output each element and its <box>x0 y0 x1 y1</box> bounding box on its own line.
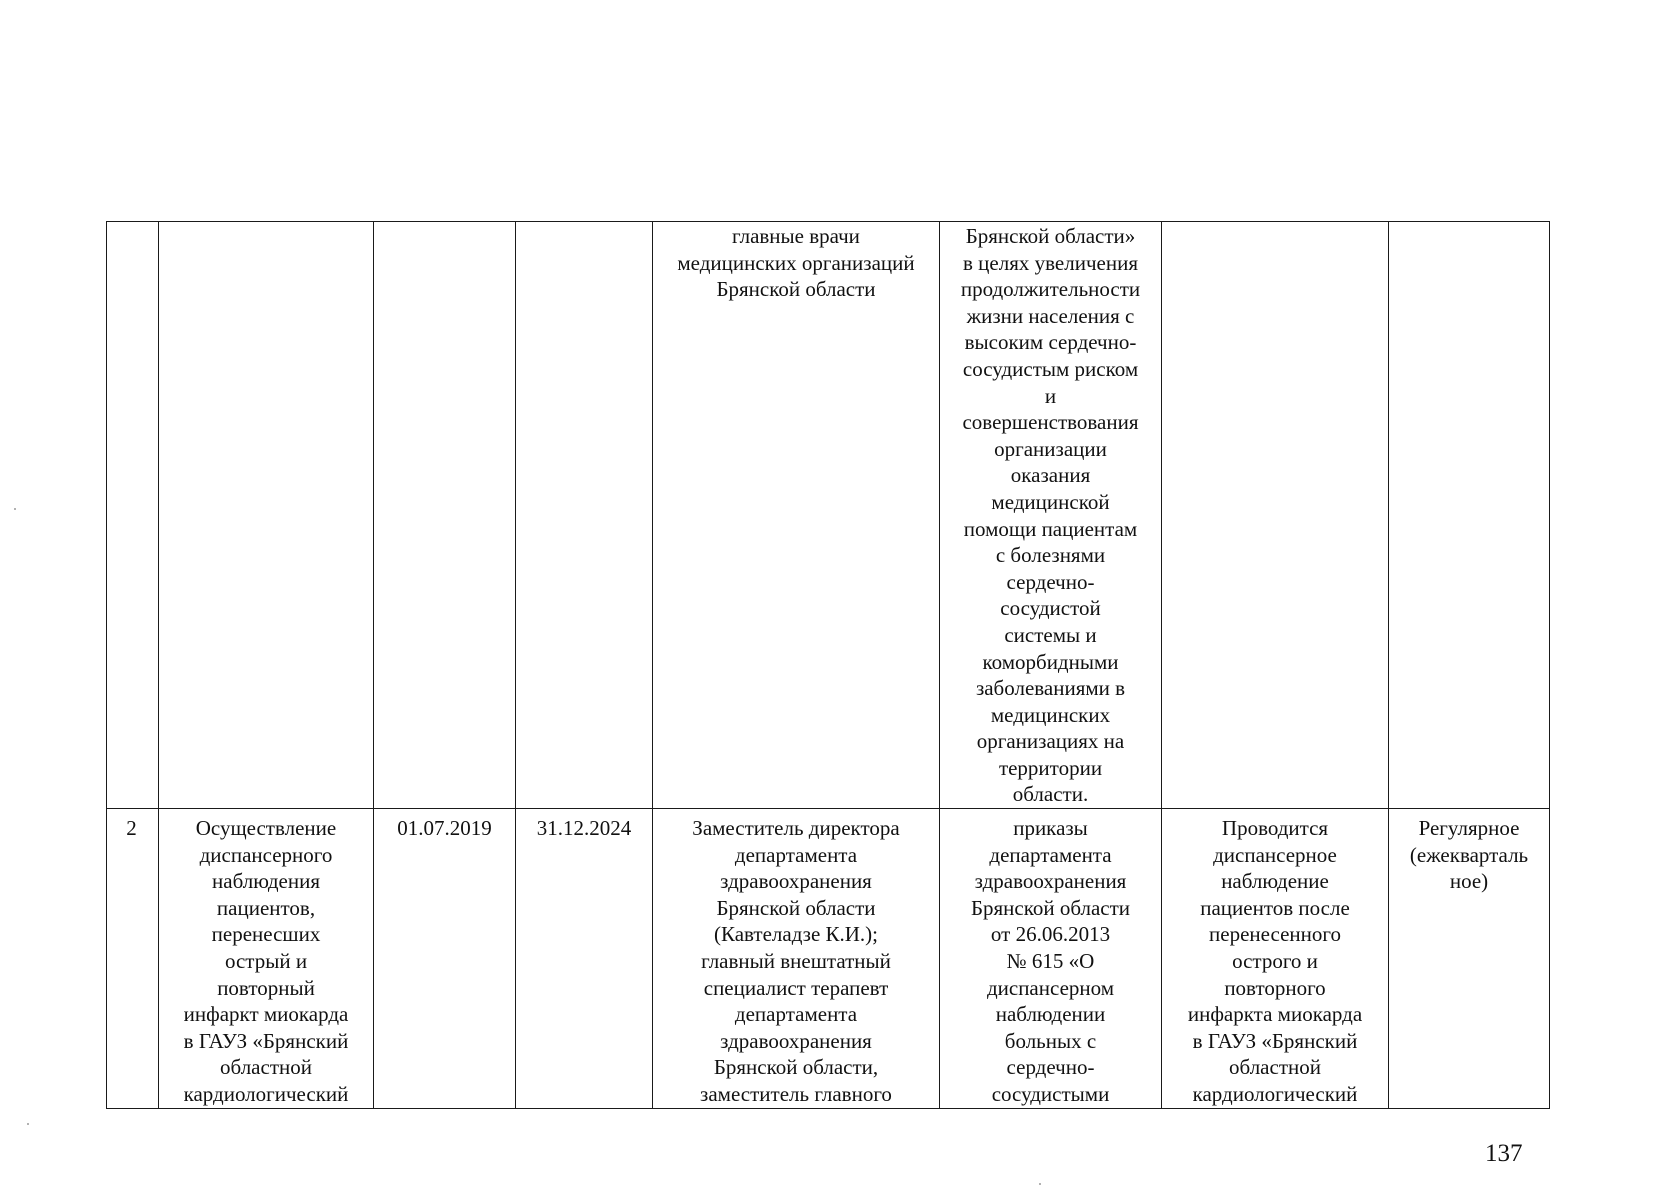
scan-speck <box>14 508 16 510</box>
cell-documents <box>940 809 1162 1109</box>
scan-speck <box>1039 1183 1041 1185</box>
cell-documents-text: Брянской области» в целях увеличения продолжительности жизни населения с высоким сердечно- сосудистым риском и совершенствования организации оказания медицинской помощи пациентам с болезнями сердечно- сосудистой системы и коморбидными заболеваниями в медицинских организациях на территории области. <box>960 224 1141 807</box>
cell-result-text: Проводится диспансерное наблюдение пациентов после перенесенного острого и повторного инфаркта миокарда в ГАУЗ «Брянский областной кардиологический <box>1187 816 1363 1106</box>
table-row-continuation <box>107 222 1550 809</box>
cell-start-date <box>374 222 516 809</box>
scan-speck <box>27 1123 29 1125</box>
cell-result <box>1162 809 1389 1109</box>
cell-responsible-text: Заместитель директора департамента здравоохранения Брянской области (Кавтеладзе К.И.); главный внештатный специалист терапевт департамента здравоохранения Брянской области, заместитель главного <box>692 816 900 1106</box>
cell-start-date-text <box>374 222 515 223</box>
cell-activity <box>159 809 374 1109</box>
cell-frequency <box>1389 222 1550 809</box>
page-number: 137 <box>1485 1140 1523 1167</box>
cell-start-date <box>374 809 516 1109</box>
cell-number <box>107 222 159 809</box>
cell-start-date-text: 01.07.2019 <box>397 816 492 841</box>
cell-responsible <box>653 809 940 1109</box>
cell-result <box>1162 222 1389 809</box>
cell-frequency-text: Регулярное (ежекварталь ное) <box>1409 816 1529 894</box>
cell-end-date-text: 31.12.2024 <box>536 816 632 841</box>
cell-responsible <box>653 222 940 809</box>
cell-responsible-text: главные врачи медицинских организаций Брянской области <box>677 224 915 302</box>
cell-result-text <box>1162 222 1388 223</box>
cell-number-text: 2 <box>126 816 137 841</box>
cell-activity <box>159 222 374 809</box>
cell-number <box>107 809 159 1109</box>
cell-end-date-text <box>516 222 652 223</box>
cell-number-text <box>107 222 158 223</box>
cell-end-date <box>516 222 653 809</box>
cell-end-date <box>516 809 653 1109</box>
cell-activity-text <box>159 222 373 223</box>
cell-frequency-text <box>1389 222 1549 223</box>
table-row-2 <box>107 809 1550 1109</box>
cell-frequency <box>1389 809 1550 1109</box>
cell-activity-text: Осуществление диспансерного наблюдения пациентов, перенесших острый и повторный инфаркт миокарда в ГАУЗ «Брянский областной кардиологический <box>183 816 349 1106</box>
cell-documents-text: приказы департамента здравоохранения Брянской области от 26.06.2013 № 615 «О диспансерном наблюдении больных с сердечно- сосудистыми <box>970 816 1131 1106</box>
measures-table <box>106 221 1550 1109</box>
cell-documents <box>940 222 1162 809</box>
